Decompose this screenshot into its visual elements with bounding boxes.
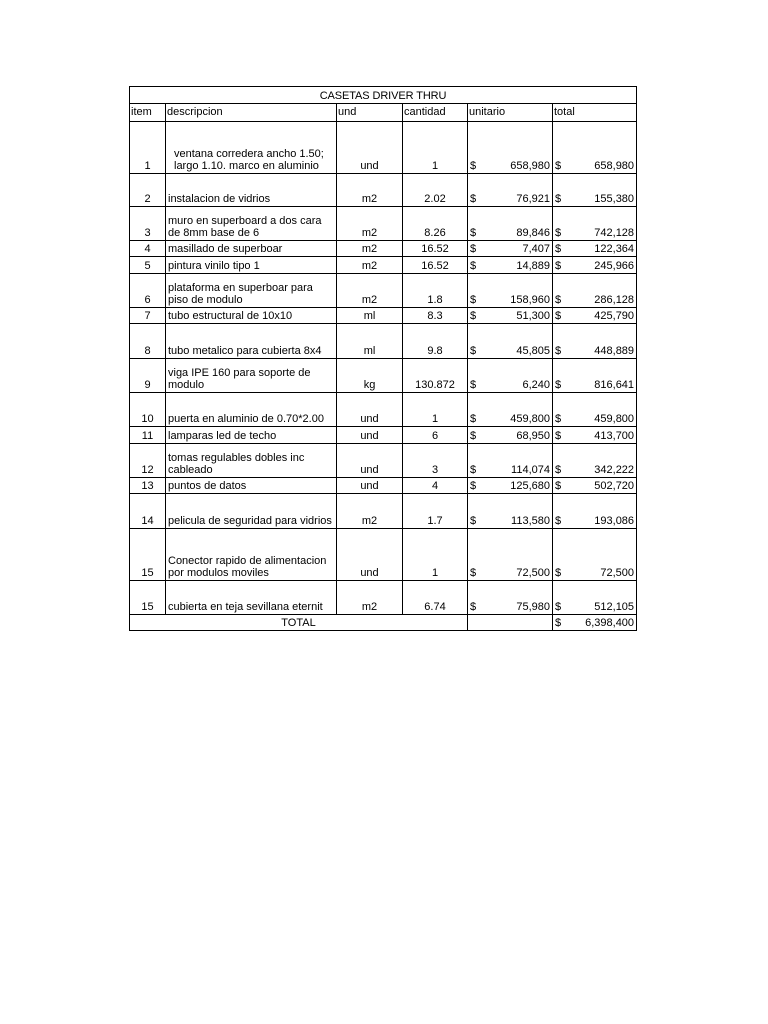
item-quantity: 8.3 [403,308,468,324]
line-total-value: 193,086 [594,515,635,527]
currency-symbol: $ [555,601,562,613]
total-row [130,615,637,631]
line-total-value: 72,500 [600,567,635,579]
item-number: 12 [130,444,166,478]
line-total-value: 286,128 [594,294,635,306]
unit-price-cell [468,393,553,427]
currency-symbol: $ [470,464,477,476]
item-description: pelicula de seguridad para vidrios [166,494,337,529]
item-number: 5 [130,257,166,274]
line-total-value: 448,889 [594,345,635,357]
unit-price-value: 113,580 [511,515,550,527]
currency-symbol: $ [470,413,477,425]
unit-price-value: 72,500 [516,567,550,579]
header-item: item [130,104,166,122]
currency-symbol: $ [470,345,477,357]
item-quantity: 3 [403,444,468,478]
unit-price-value: 114,074 [511,464,550,476]
table-row [130,581,637,615]
item-unit: und [337,478,403,494]
item-unit: und [337,427,403,444]
item-description: lamparas led de techo [166,427,337,444]
line-total-value: 502,720 [594,480,635,492]
header-total: total [553,104,637,122]
currency-symbol: $ [470,567,477,579]
item-number: 6 [130,274,166,308]
currency-symbol: $ [470,310,477,322]
item-description: plataforma en superboar para piso de modulo [166,274,337,308]
item-number: 8 [130,324,166,359]
unit-price-value: 7,407 [522,243,550,255]
currency-symbol: $ [470,480,477,492]
line-total-value: 342,222 [594,464,635,476]
currency-symbol: $ [555,294,562,306]
line-total-value: 122,364 [594,243,635,255]
unit-price-cell [468,444,553,478]
table-row [130,308,637,324]
currency-symbol: $ [470,160,477,172]
line-total-cell [553,257,637,274]
header-descripcion: descripcion [166,104,337,122]
currency-symbol: $ [555,480,562,492]
header-unitario: unitario [468,104,553,122]
currency-symbol: $ [555,310,562,322]
table-row [130,478,637,494]
unit-price-cell [468,308,553,324]
budget-table [129,86,637,631]
item-number: 3 [130,207,166,241]
line-total-cell [553,529,637,581]
item-unit: und [337,122,403,174]
unit-price-value: 75,980 [516,601,550,613]
line-total-value: 658,980 [594,160,635,172]
unit-price-cell [468,174,553,207]
item-number: 10 [130,393,166,427]
item-quantity: 1.8 [403,274,468,308]
item-unit: kg [337,359,403,393]
line-total-cell [553,174,637,207]
currency-symbol: $ [555,160,562,172]
currency-symbol: $ [470,294,477,306]
item-number: 15 [130,581,166,615]
currency-symbol: $ [555,413,562,425]
item-description: puntos de datos [166,478,337,494]
currency-symbol: $ [470,430,477,442]
table-row [130,427,637,444]
item-description: Conector rapido de alimentacion por modulos moviles [166,529,337,581]
line-total-value: 512,105 [594,601,635,613]
grand-total-value: 6,398,400 [585,617,635,629]
item-description: tomas regulables dobles inc cableado [166,444,337,478]
unit-price-cell [468,359,553,393]
unit-price-cell [468,324,553,359]
item-unit: ml [337,308,403,324]
item-description: masillado de superboar [166,241,337,257]
item-description: tubo estructural de 10x10 [166,308,337,324]
line-total-cell [553,494,637,529]
item-unit: m2 [337,257,403,274]
table-row [130,324,637,359]
currency-symbol: $ [555,567,562,579]
table-row [130,241,637,257]
item-number: 2 [130,174,166,207]
item-unit: ml [337,324,403,359]
currency-symbol: $ [555,345,562,357]
item-quantity: 4 [403,478,468,494]
currency-symbol: $ [555,379,562,391]
item-description: instalacion de vidrios [166,174,337,207]
currency-symbol: $ [470,243,477,255]
item-quantity: 6.74 [403,581,468,615]
currency-symbol: $ [555,464,562,476]
item-description: cubierta en teja sevillana eternit [166,581,337,615]
table-row [130,359,637,393]
currency-symbol: $ [470,193,477,205]
item-unit: m2 [337,207,403,241]
item-unit: und [337,444,403,478]
unit-price-value: 45,805 [516,345,550,357]
item-number: 14 [130,494,166,529]
unit-price-cell [468,207,553,241]
item-quantity: 16.52 [403,257,468,274]
table-row [130,207,637,241]
line-total-value: 245,966 [594,260,635,272]
item-quantity: 1 [403,393,468,427]
unit-price-cell [468,529,553,581]
line-total-value: 413,700 [594,430,635,442]
header-row [130,104,637,122]
item-unit: m2 [337,241,403,257]
item-quantity: 2.02 [403,174,468,207]
unit-price-value: 14,889 [516,260,550,272]
currency-symbol: $ [555,430,562,442]
line-total-cell [553,324,637,359]
currency-symbol: $ [555,515,562,527]
unit-price-value: 76,921 [516,193,550,205]
currency-symbol: $ [470,227,477,239]
line-total-cell [553,427,637,444]
header-cantidad: cantidad [403,104,468,122]
line-total-value: 742,128 [594,227,635,239]
grand-total-cell [553,615,637,631]
line-total-cell [553,393,637,427]
item-unit: und [337,393,403,427]
currency-symbol: $ [555,193,562,205]
item-number: 1 [130,122,166,174]
item-quantity: 130.872 [403,359,468,393]
item-quantity: 1 [403,529,468,581]
currency-symbol: $ [470,515,477,527]
item-description: muro en superboard a dos cara de 8mm base de 6 [166,207,337,241]
line-total-value: 425,790 [594,310,635,322]
item-unit: m2 [337,174,403,207]
item-quantity: 8.26 [403,207,468,241]
item-description: ventana corredera ancho 1.50; largo 1.10. marco en aluminio [166,122,337,174]
item-quantity: 9.8 [403,324,468,359]
unit-price-cell [468,257,553,274]
table-row [130,444,637,478]
table-row [130,393,637,427]
line-total-cell [553,241,637,257]
unit-price-cell [468,581,553,615]
item-quantity: 1.7 [403,494,468,529]
line-total-cell [553,444,637,478]
currency-symbol: $ [555,243,562,255]
currency-symbol: $ [470,601,477,613]
table-row [130,257,637,274]
unit-price-value: 68,950 [516,430,550,442]
header-und: und [337,104,403,122]
line-total-value: 155,380 [594,193,635,205]
item-unit: m2 [337,494,403,529]
unit-price-value: 51,300 [516,310,550,322]
item-description: pintura vinilo tipo 1 [166,257,337,274]
table-row [130,174,637,207]
item-number: 4 [130,241,166,257]
total-empty-cell [468,615,553,631]
item-quantity: 6 [403,427,468,444]
item-quantity: 1 [403,122,468,174]
item-unit: m2 [337,274,403,308]
item-description: viga IPE 160 para soporte de modulo [166,359,337,393]
line-total-value: 459,800 [594,413,635,425]
currency-symbol: $ [555,260,562,272]
unit-price-cell [468,241,553,257]
table-title: CASETAS DRIVER THRU [130,87,637,104]
unit-price-cell [468,478,553,494]
item-unit: und [337,529,403,581]
line-total-cell [553,308,637,324]
line-total-cell [553,478,637,494]
item-description: puerta en aluminio de 0.70*2.00 [166,393,337,427]
line-total-value: 816,641 [594,379,635,391]
unit-price-value: 89,846 [516,227,550,239]
total-label: TOTAL [130,615,468,631]
unit-price-value: 658,980 [510,160,550,172]
table-row [130,274,637,308]
currency-symbol: $ [470,379,477,391]
line-total-cell [553,581,637,615]
item-number: 9 [130,359,166,393]
item-description: tubo metalico para cubierta 8x4 [166,324,337,359]
item-quantity: 16.52 [403,241,468,257]
line-total-cell [553,207,637,241]
unit-price-value: 6,240 [522,379,550,391]
unit-price-cell [468,122,553,174]
table-row [130,529,637,581]
line-total-cell [553,359,637,393]
currency-symbol: $ [555,227,562,239]
unit-price-value: 125,680 [510,480,550,492]
line-total-cell [553,274,637,308]
item-number: 13 [130,478,166,494]
item-unit: m2 [337,581,403,615]
currency-symbol: $ [470,260,477,272]
table-row [130,494,637,529]
unit-price-cell [468,274,553,308]
currency-symbol: $ [555,617,562,629]
line-total-cell [553,122,637,174]
table-row [130,122,637,174]
item-number: 15 [130,529,166,581]
unit-price-value: 459,800 [510,413,550,425]
unit-price-value: 158,960 [510,294,550,306]
unit-price-cell [468,427,553,444]
item-number: 7 [130,308,166,324]
item-number: 11 [130,427,166,444]
unit-price-cell [468,494,553,529]
